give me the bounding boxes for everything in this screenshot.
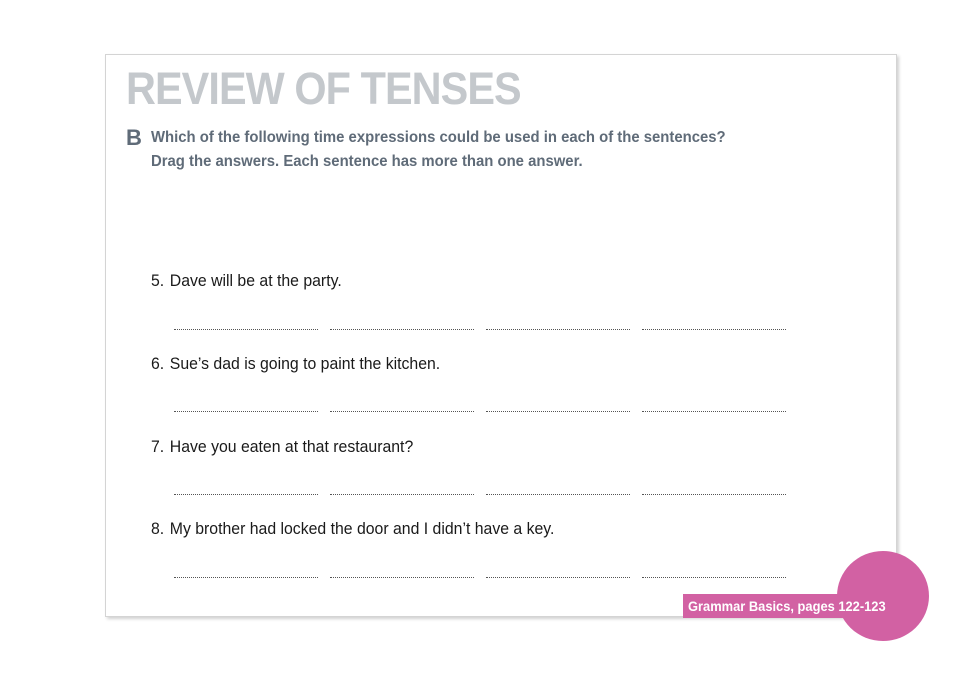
question-6 — [151, 354, 440, 374]
answer-drop-slot[interactable] — [486, 329, 630, 330]
exercise-card — [105, 54, 897, 617]
answer-drop-slot[interactable] — [330, 329, 474, 330]
question-number: 8. — [151, 519, 165, 538]
question-8 — [151, 519, 554, 539]
question-text: My brother had locked the door and I didn’t have a key. — [169, 519, 555, 538]
section-letter: B — [126, 125, 142, 150]
answer-drop-slot[interactable] — [330, 494, 474, 495]
grammar-reference-link[interactable] — [683, 594, 898, 618]
answer-drop-slot[interactable] — [486, 411, 630, 412]
answer-drop-slot[interactable] — [486, 494, 630, 495]
answer-drop-slot[interactable] — [642, 577, 786, 578]
question-text: Sue’s dad is going to paint the kitchen. — [169, 354, 441, 373]
answer-slots-7 — [174, 494, 786, 496]
grammar-reference-label: Grammar Basics, pages 122-123 — [688, 598, 886, 614]
question-number: 6. — [151, 354, 165, 373]
instruction-line-2: Drag the answers. Each sentence has more than one answer. — [151, 153, 583, 170]
answer-drop-slot[interactable] — [174, 329, 318, 330]
question-number: 7. — [151, 437, 165, 456]
question-7 — [151, 437, 413, 457]
answer-slots-6 — [174, 411, 786, 413]
question-number: 5. — [151, 271, 165, 290]
answer-drop-slot[interactable] — [330, 577, 474, 578]
instruction-line-1: Which of the following time expressions could be used in each of the sentences? — [151, 129, 726, 146]
answer-drop-slot[interactable] — [486, 577, 630, 578]
page-title: REVIEW OF TENSES — [126, 63, 521, 114]
answer-drop-slot[interactable] — [174, 411, 318, 412]
question-5 — [151, 271, 342, 291]
answer-slots-5 — [174, 329, 786, 331]
answer-drop-slot[interactable] — [642, 494, 786, 495]
question-text: Dave will be at the party. — [169, 271, 342, 290]
answer-drop-slot[interactable] — [174, 577, 318, 578]
answer-drop-slot[interactable] — [642, 411, 786, 412]
instructions — [151, 126, 726, 174]
question-text: Have you eaten at that restaurant? — [169, 437, 414, 456]
answer-slots-8 — [174, 577, 786, 579]
answer-drop-slot[interactable] — [174, 494, 318, 495]
answer-drop-slot[interactable] — [642, 329, 786, 330]
answer-drop-slot[interactable] — [330, 411, 474, 412]
